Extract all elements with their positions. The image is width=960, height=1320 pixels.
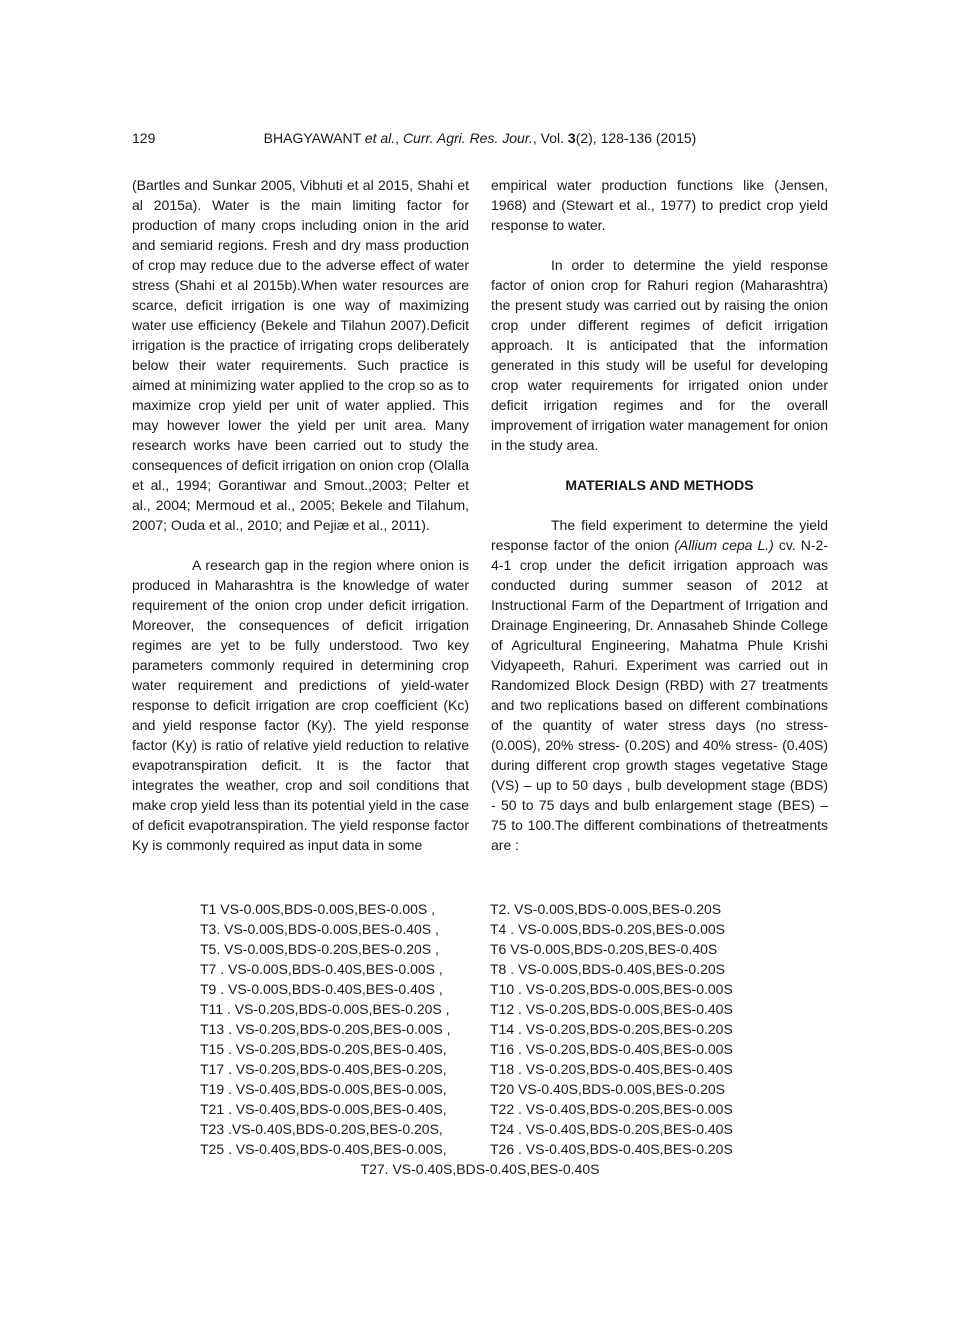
treatment-left: T15 . VS-0.20S,BDS-0.20S,BES-0.40S, bbox=[200, 1041, 447, 1057]
paragraph-research-gap: A research gap in the region where onion is produced in Maharashtra is the knowledge of water requirement of the onion crop under deficit irrigation. Moreover, the consequences of deficit irrigation regimes are yet to be fully understood. Two key parameters commonly required in determining crop water requirement and predictions of yield-water response to deficit irrigation are crop coefficient (Kc) and yield response factor (Ky). The yield response factor (Ky) is ratio of relative yield reduction to relative evapotranspiration deficit. It is the factor that integrates the weather, crop and soil conditions that make crop yield less than its potential yield in the case of deficit evapotranspiration. The yield response factor Ky is commonly required as input data in some bbox=[132, 557, 469, 853]
treatment-row bbox=[190, 959, 770, 979]
volume-prefix: , Vol. bbox=[532, 130, 568, 146]
paragraph-methods bbox=[491, 515, 828, 855]
treatment-left: T7 . VS-0.00S,BDS-0.40S,BES-0.00S , bbox=[200, 961, 443, 977]
treatment-right: T4 . VS-0.00S,BDS-0.20S,BES-0.00S bbox=[490, 921, 726, 937]
treatment-left: T3. VS-0.00S,BDS-0.00S,BES-0.40S , bbox=[200, 921, 439, 937]
treatment-right: T8 . VS-0.00S,BDS-0.40S,BES-0.20S bbox=[490, 961, 726, 977]
treatment-left: T1 VS-0.00S,BDS-0.00S,BES-0.00S , bbox=[200, 901, 436, 917]
methods-text-b: cv. N-2-4-1 crop under the deficit irrigation approach was conducted during summer season of 2012 at Instructional Farm of the Department of Irrigation and Drainage Engineering, Dr. Annasaheb Shinde College of Agricultural Engineering, Mahatma Phule Krishi Vidyapeeth, Rahuri. Experiment was carried out in Randomized Block Design (RBD) with 27 treatments and two replications based on different combinations of the quantity of water stress days (no stress- (0.00S), 20% stress- (0.20S) and 40% stress- (0.40S) during different crop growth stages vegetative Stage (VS) – up to 50 days , bulb development stage (BDS) - 50 to 75 days and bulb enlargement stage (BES) – 75 to 100.The different combinations of thetreatments are : bbox=[491, 537, 828, 853]
treatment-left: T13 . VS-0.20S,BDS-0.20S,BES-0.00S , bbox=[200, 1021, 451, 1037]
treatment-left: T21 . VS-0.40S,BDS-0.00S,BES-0.40S, bbox=[200, 1101, 447, 1117]
treatment-row bbox=[190, 1019, 770, 1039]
treatment-right: T22 . VS-0.40S,BDS-0.20S,BES-0.00S bbox=[490, 1101, 733, 1117]
treatment-row bbox=[190, 1039, 770, 1059]
paragraph-intro-continued: (Bartles and Sunkar 2005, Vibhuti et al 2015, Shahi et al 2015a). Water is the main limiting factor for production of many crops including onion in the arid and semiarid regions. Fresh and dry mass production of crop may reduce due to the adverse effect of water stress (Shahi et al 2015b).When water resources are scarce, deficit irrigation is one way of maximizing water use efficiency (Bekele and Tilahun 2007).Deficit irrigation is the practice of irrigating crops deliberately below their water requirements. Such practice is aimed at minimizing water applied to the crop so as to maximize crop yield per unit of water applied. This may however lower the yield per unit area. Many research works have been carried out to study the consequences of deficit irrigation on onion crop (Olalla et al., 1994; Gorantiwar and Smout.,2003; Pelter et al., 2004; Mermoud et al., 2005; Bekele and Tilahum, 2007; Ouda et al., 2010; and Pejiæ et al., 2011). bbox=[132, 177, 469, 533]
treatment-left: T9 . VS-0.00S,BDS-0.40S,BES-0.40S , bbox=[200, 981, 443, 997]
treatment-row bbox=[190, 1139, 770, 1159]
treatment-row bbox=[190, 1099, 770, 1119]
treatment-row bbox=[190, 899, 770, 919]
treatment-right: T10 . VS-0.20S,BDS-0.00S,BES-0.00S bbox=[490, 981, 733, 997]
treatment-right: T16 . VS-0.20S,BDS-0.40S,BES-0.00S bbox=[490, 1041, 733, 1057]
journal-name: Curr. Agri. Res. Jour. bbox=[402, 130, 533, 146]
treatment-right: T18 . VS-0.20S,BDS-0.40S,BES-0.40S bbox=[490, 1061, 733, 1077]
paragraph-study-aim: In order to determine the yield response factor of onion crop for Rahuri region (Maharashtra) the present study was carried out by raising the onion crop under different regimes of deficit irrigation approach. It is anticipated that the information generated in this study will be useful for developing crop water requirements for irrigated onion under deficit irrigation regimes and for the overall improvement of irrigation water management for onion in the study area. bbox=[491, 257, 828, 453]
right-column bbox=[491, 175, 828, 875]
treatment-right: T2. VS-0.00S,BDS-0.00S,BES-0.20S bbox=[490, 901, 722, 917]
species-name: (Allium cepa L.) bbox=[674, 537, 774, 553]
treatment-left: T19 . VS-0.40S,BDS-0.00S,BES-0.00S, bbox=[200, 1081, 447, 1097]
treatment-left: T5. VS-0.00S,BDS-0.20S,BES-0.20S , bbox=[200, 941, 439, 957]
et-al: et al. bbox=[364, 130, 396, 146]
paragraph-water-functions: empirical water production functions like (Jensen, 1968) and (Stewart et al., 1977) to predict crop yield response to water. bbox=[491, 177, 828, 233]
treatment-right: T12 . VS-0.20S,BDS-0.00S,BES-0.40S bbox=[490, 1001, 733, 1017]
methods-text-a: The field experiment to determine the yield response factor of the onion bbox=[491, 517, 828, 553]
left-column bbox=[132, 175, 469, 875]
treatment-right: T26 . VS-0.40S,BDS-0.40S,BES-0.20S bbox=[490, 1141, 733, 1157]
treatment-row bbox=[190, 999, 770, 1019]
treatment-right: T6 VS-0.00S,BDS-0.20S,BES-0.40S bbox=[490, 941, 718, 957]
treatment-right: T24 . VS-0.40S,BDS-0.20S,BES-0.40S bbox=[490, 1121, 733, 1137]
treatment-right: T14 . VS-0.20S,BDS-0.20S,BES-0.20S bbox=[490, 1021, 733, 1037]
running-header bbox=[132, 130, 828, 150]
author-name: BHAGYAWANT bbox=[263, 130, 361, 146]
treatment-right: T20 VS-0.40S,BDS-0.00S,BES-0.20S bbox=[490, 1081, 726, 1097]
volume-number: 3 bbox=[567, 130, 576, 146]
treatment-left: T17 . VS-0.20S,BDS-0.40S,BES-0.20S, bbox=[200, 1061, 447, 1077]
citation-line: BHAGYAWANT et al., Curr. Agri. Res. Jour., Vol. 3(2), 128-136 (2015) bbox=[263, 130, 697, 146]
treatment-row bbox=[190, 979, 770, 999]
treatment-row bbox=[190, 919, 770, 939]
treatment-row bbox=[190, 1059, 770, 1079]
treatment-left: T23 .VS-0.40S,BDS-0.20S,BES-0.20S, bbox=[200, 1121, 443, 1137]
treatment-row bbox=[190, 1119, 770, 1139]
treatment-left: T11 . VS-0.20S,BDS-0.00S,BES-0.20S , bbox=[200, 1001, 450, 1017]
treatment-left: T25 . VS-0.40S,BDS-0.40S,BES-0.00S, bbox=[200, 1141, 447, 1157]
section-heading-methods: MATERIALS AND METHODS bbox=[565, 477, 754, 493]
page-number: 129 bbox=[132, 130, 156, 146]
treatment-last: T27. VS-0.40S,BDS-0.40S,BES-0.40S bbox=[360, 1161, 600, 1177]
volume-suffix: (2), 128-136 (2015) bbox=[575, 130, 697, 146]
treatment-row bbox=[190, 1079, 770, 1099]
treatment-row bbox=[190, 939, 770, 959]
treatment-list bbox=[190, 899, 770, 1179]
